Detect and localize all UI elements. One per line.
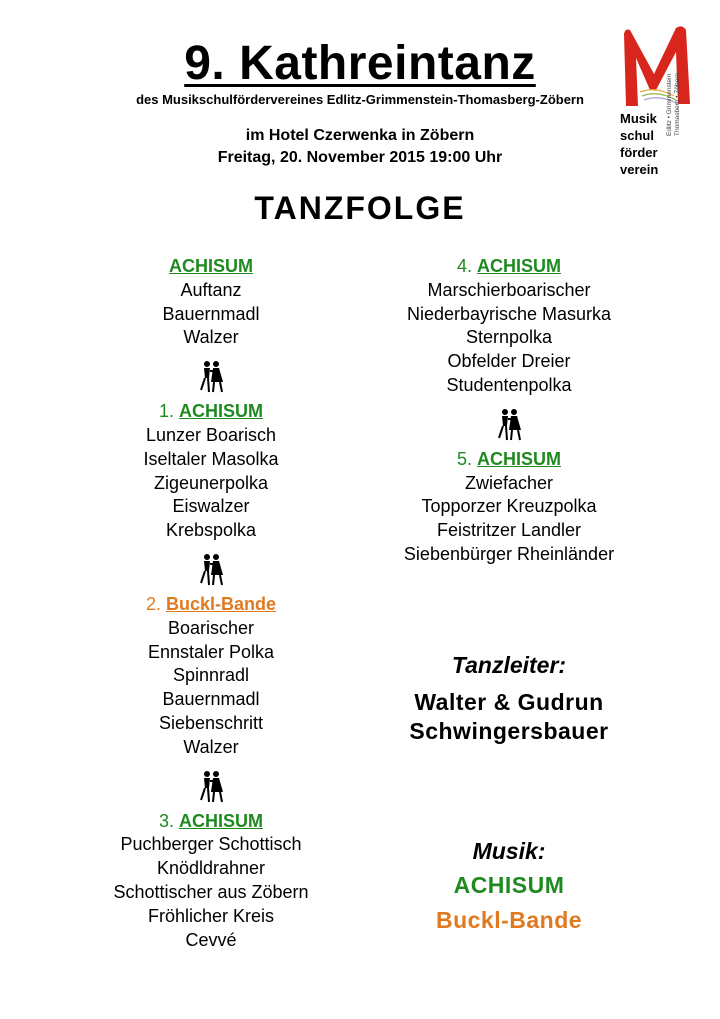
logo-line: verein xyxy=(620,162,659,177)
dance-item: Topporzer Kreuzpolka xyxy=(421,496,597,517)
dance-item: Siebenschritt xyxy=(158,712,264,733)
tanzleiter-label: Tanzleiter: xyxy=(451,652,567,678)
band-name: ACHISUM xyxy=(477,256,562,276)
dancing-couple-icon xyxy=(196,360,226,394)
date-line: Freitag, 20. November 2015 19:00 Uhr xyxy=(217,149,503,166)
band-name: ACHISUM xyxy=(179,810,264,831)
set-header xyxy=(60,593,362,617)
tanzleiter-name-line: Walter & Gudrun xyxy=(414,689,604,715)
dance-item: Sternpolka xyxy=(465,327,553,348)
dance-item: Krebspolka xyxy=(165,520,257,541)
dance-item: Iseltaler Masolka xyxy=(143,448,279,469)
band-name: ACHISUM xyxy=(169,256,253,276)
dance-item: Auftanz xyxy=(180,279,242,300)
set-header xyxy=(60,400,362,424)
dance-item: Ennstaler Polka xyxy=(147,641,275,662)
set-number: 1. xyxy=(158,401,174,422)
dance-column-left xyxy=(60,255,362,952)
musikschul-logo xyxy=(612,24,702,194)
dance-item: Feistritzer Landler xyxy=(436,520,582,541)
dance-item: Schottischer aus Zöbern xyxy=(113,881,309,902)
band-name: ACHISUM xyxy=(477,448,562,469)
dance-item: Fröhlicher Kreis xyxy=(147,905,275,926)
dance-item: Zigeunerpolka xyxy=(153,472,269,493)
band-name: Buckl-Bande xyxy=(166,593,277,614)
dance-item: Walzer xyxy=(183,327,239,348)
logo-text xyxy=(620,110,658,178)
dance-item: Lunzer Boarisch xyxy=(145,424,277,445)
set-header xyxy=(60,810,362,834)
dance-item: Zwiefacher xyxy=(464,472,554,493)
set-header xyxy=(358,448,660,472)
dancing-couple-icon xyxy=(196,553,226,587)
band-name: ACHISUM xyxy=(179,401,264,422)
tanzleiter-names xyxy=(358,688,660,746)
musik-band-achisum: ACHISUM xyxy=(453,872,565,898)
dance-item: Siebenbürger Rheinländer xyxy=(403,543,615,564)
dance-set xyxy=(358,448,660,567)
musik-band-buckl: Buckl-Bande xyxy=(435,907,583,933)
dance-item: Cevvé xyxy=(185,929,237,950)
dance-set xyxy=(60,810,362,953)
set-number: 4. xyxy=(456,256,472,276)
dance-item: Bauernmadl xyxy=(162,303,260,324)
dancing-couple-icon xyxy=(494,408,524,442)
dance-item: Spinnradl xyxy=(172,665,250,686)
set-number: 5. xyxy=(456,448,472,469)
dance-item: Marschierboarischer xyxy=(427,279,591,300)
dance-set xyxy=(60,400,362,543)
organizer-subtitle: des Musikschulfördervereines Edlitz-Grimmenstein-Thomasberg-Zöbern xyxy=(136,92,584,107)
dance-item: Eiswalzer xyxy=(172,496,250,517)
dancing-couple-icon xyxy=(196,770,226,804)
dance-item: Studentenpolka xyxy=(446,374,572,395)
tanzleiter-name-line: Schwingersbauer xyxy=(409,718,609,744)
venue-line: im Hotel Czerwenka in Zöbern xyxy=(245,127,475,144)
dance-item: Niederbayrische Masurka xyxy=(406,303,612,324)
logo-line: schul xyxy=(620,128,654,143)
logo-m-icon xyxy=(616,24,696,114)
dance-item: Boarischer xyxy=(167,617,255,638)
set-header xyxy=(358,255,660,279)
logo-line: förder xyxy=(620,145,658,160)
section-heading: TANZFOLGE xyxy=(254,190,466,226)
page-title: 9. Kathreintanz xyxy=(184,37,536,90)
logo-side-line: Thomasberg • Zöbern xyxy=(674,73,681,136)
dance-set xyxy=(358,255,660,398)
dance-item: Bauernmadl xyxy=(162,689,260,710)
set-header xyxy=(60,255,362,279)
set-number: 2. xyxy=(145,593,161,614)
logo-line: Musik xyxy=(620,111,657,126)
dance-item: Puchberger Schottisch xyxy=(120,834,302,855)
musik-label: Musik: xyxy=(472,838,546,864)
dance-item: Obfelder Dreier xyxy=(447,351,571,372)
logo-side-text xyxy=(666,62,682,136)
dance-set xyxy=(60,593,362,760)
dance-column-right xyxy=(358,255,660,567)
dance-item: Knödldrahner xyxy=(156,858,266,879)
logo-side-line: Edlitz • Grimmenstein xyxy=(666,73,673,136)
dance-set xyxy=(60,255,362,350)
set-number: 3. xyxy=(158,810,174,831)
dance-item: Walzer xyxy=(183,736,239,757)
